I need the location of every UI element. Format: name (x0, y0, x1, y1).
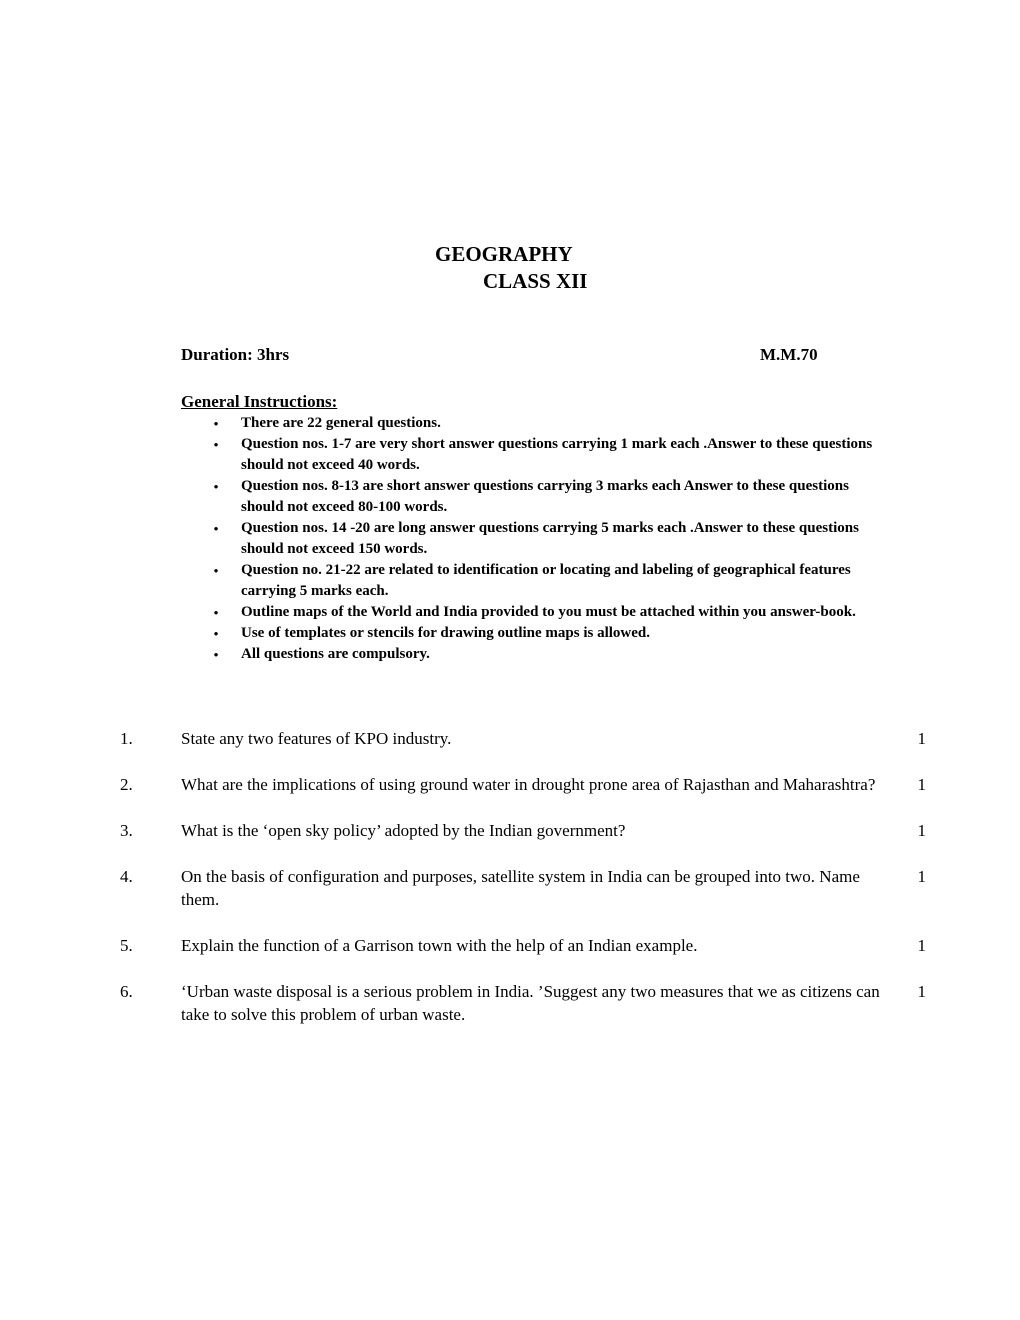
question-row (120, 727, 930, 750)
question-row (120, 980, 930, 1026)
instruction-text: Question nos. 1-7 are very short answer questions carrying 1 mark each .Answer to these questions should not exceed 40 words. (241, 436, 873, 473)
question-list (120, 727, 930, 1049)
instruction-item (211, 560, 891, 602)
bullet-icon: • (213, 626, 219, 641)
instruction-item (211, 644, 891, 665)
class-title: CLASS XII (483, 269, 588, 293)
bullet-icon: • (213, 605, 219, 620)
bullet-icon: • (213, 479, 219, 494)
question-row (120, 934, 930, 957)
question-number: 2. (120, 775, 133, 794)
instruction-item (211, 413, 891, 434)
question-marks: 1 (917, 982, 926, 1001)
question-number: 1. (120, 729, 133, 748)
question-marks: 1 (917, 867, 926, 886)
instruction-item (211, 434, 891, 476)
bullet-icon: • (213, 647, 219, 662)
question-row (120, 819, 930, 842)
question-text: What are the implications of using ground water in drought prone area of Rajasthan and Maharashtra? (181, 775, 876, 794)
question-number: 6. (120, 982, 133, 1001)
instruction-item (211, 623, 891, 644)
instruction-item (211, 476, 891, 518)
question-marks: 1 (917, 775, 926, 794)
question-text: What is the ‘open sky policy’ adopted by the Indian government? (181, 821, 626, 840)
instruction-text: All questions are compulsory. (241, 646, 430, 662)
instruction-text: Question no. 21-22 are related to identification or locating and labeling of geographical features carrying 5 marks each. (241, 562, 851, 599)
bullet-icon: • (213, 563, 219, 578)
question-number: 4. (120, 867, 133, 886)
instructions-heading: General Instructions: (181, 392, 338, 411)
max-marks-label: M.M.70 (760, 345, 818, 364)
subject-title: GEOGRAPHY (435, 242, 573, 266)
question-text: On the basis of configuration and purposes, satellite system in India can be grouped into two. Name them. (181, 867, 860, 909)
question-marks: 1 (917, 821, 926, 840)
instructions-list (211, 413, 891, 665)
question-text: State any two features of KPO industry. (181, 729, 452, 748)
instruction-text: There are 22 general questions. (241, 415, 441, 431)
question-number: 5. (120, 936, 133, 955)
question-marks: 1 (917, 936, 926, 955)
instruction-item (211, 602, 891, 623)
instruction-text: Question nos. 8-13 are short answer questions carrying 3 marks each Answer to these questions should not exceed 80-100 words. (241, 478, 849, 515)
question-row (120, 773, 930, 796)
instruction-text: Outline maps of the World and India provided to you must be attached within you answer-book. (241, 604, 856, 620)
instruction-text: Question nos. 14 -20 are long answer questions carrying 5 marks each .Answer to these questions should not exceed 150 words. (241, 520, 859, 557)
question-marks: 1 (917, 729, 926, 748)
bullet-icon: • (213, 521, 219, 536)
question-text: Explain the function of a Garrison town with the help of an Indian example. (181, 936, 698, 955)
bullet-icon: • (213, 416, 219, 431)
instruction-text: Use of templates or stencils for drawing outline maps is allowed. (241, 625, 651, 641)
question-row (120, 865, 930, 911)
duration-label: Duration: 3hrs (181, 345, 290, 364)
bullet-icon: • (213, 437, 219, 452)
question-number: 3. (120, 821, 133, 840)
instruction-item (211, 518, 891, 560)
question-text: ‘Urban waste disposal is a serious problem in India. ’Suggest any two measures that we as citizens can take to solve this problem of urban waste. (181, 982, 880, 1024)
